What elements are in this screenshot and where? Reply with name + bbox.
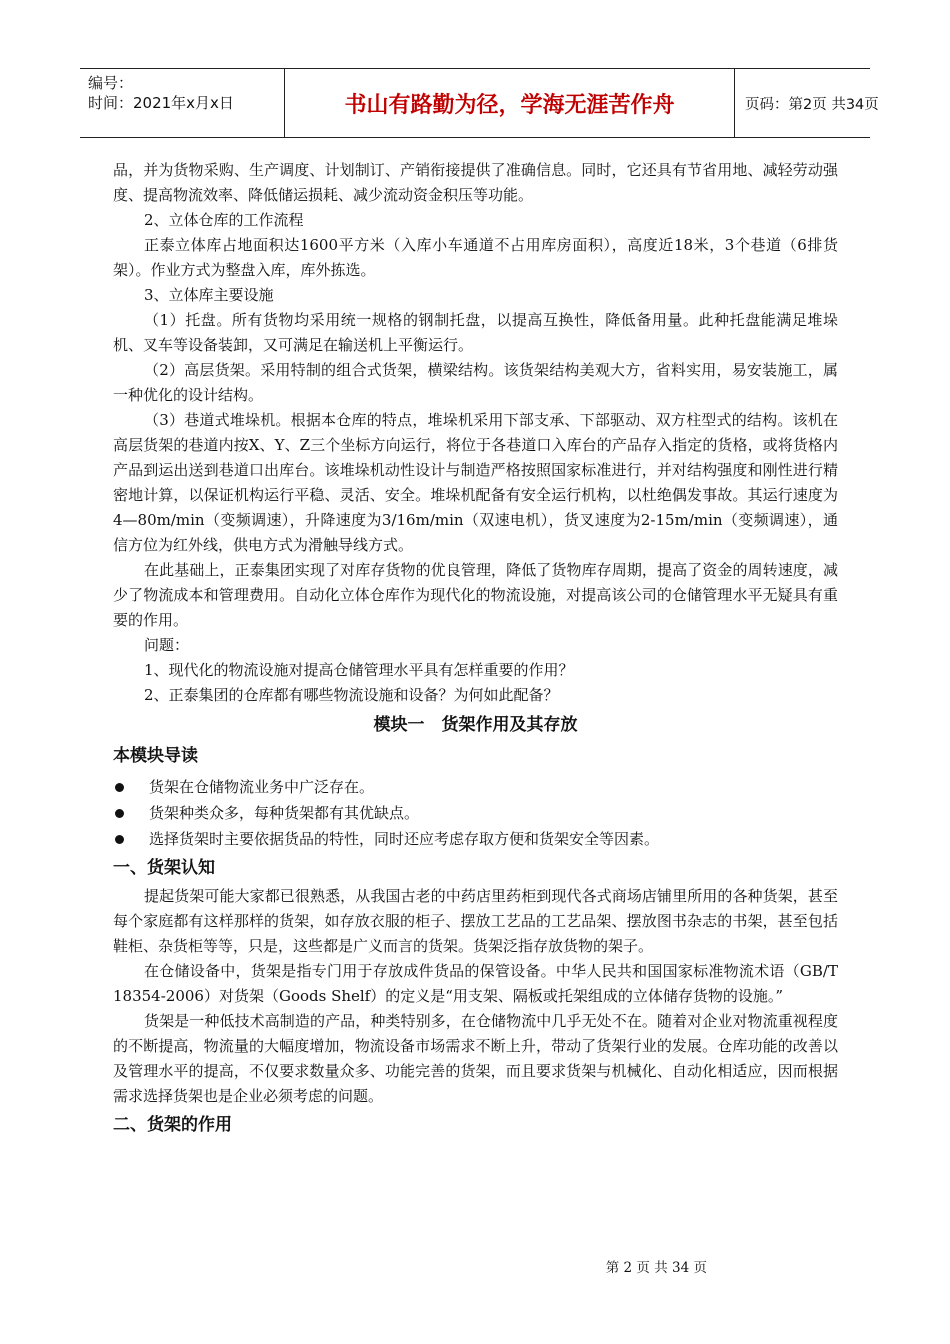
list-item-text: 货架在仓储物流业务中广泛存在。 bbox=[149, 778, 375, 796]
paragraph: （3）巷道式堆垛机。根据本仓库的特点，堆垛机采用下部支承、下部驱动、双方柱型式的结构。该机在高层货架的巷道内按X、Y、Z三个坐标方向运行，将位于各巷道口入库台的产品存入指定的货格，或将货格内产品到运出送到巷道口出库台。该堆垛机动性设计与制造严格按照国家标准进行，并对结构强度和刚性进行精密地计算，以保证机构运行平稳、灵活、安全。堆垛机配备有安全运行机构，以杜绝偶发事故。其运行速度为4—80m/min（变频调速），升降速度为3/16m/min（双速电机），货叉速度为2-15m/min（变频调速），通信方位为红外线，供电方式为滑触导线方式。 bbox=[113, 411, 838, 554]
paragraph: 品，并为货物采购、生产调度、计划制订、产销衔接提供了准确信息。同时，它还具有节省用地、减轻劳动强度、提高物流效率、降低储运损耗、减少流动资金积压等功能。 bbox=[113, 161, 838, 204]
question-label: 问题： bbox=[144, 636, 190, 654]
document-body bbox=[113, 158, 838, 1141]
header-motto: 书山有路勤为径，学海无涯苦作舟 bbox=[285, 69, 735, 137]
section-heading-2: 二、货架的作用 bbox=[113, 1115, 232, 1135]
guide-bullet-list bbox=[113, 774, 838, 852]
document-number-label: 编号： bbox=[88, 74, 134, 92]
paragraph: （2）高层货架。采用特制的组合式货架，横梁结构。该货架结构美观大方，省料实用，易安装施工，属一种优化的设计结构。 bbox=[113, 361, 838, 404]
subheading: 3、立体库主要设施 bbox=[144, 286, 274, 304]
question-item: 1、现代化的物流设施对提高仓储管理水平具有怎样重要的作用？ bbox=[144, 661, 574, 679]
list-item bbox=[113, 826, 838, 852]
paragraph: 提起货架可能大家都已很熟悉，从我国古老的中药店里药柜到现代各式商场店铺里所用的各种货架，甚至每个家庭都有这样那样的货架，如存放衣服的柜子、摆放工艺品的工艺品架、摆放图书杂志的书架，甚至包括鞋柜、杂货柜等等，只是，这些都是广义而言的货架。货架泛指存放货物的架子。 bbox=[113, 887, 838, 955]
paragraph: 在此基础上，正泰集团实现了对库存货物的优良管理，降低了货物库存周期，提高了资金的周转速度，减少了物流成本和管理费用。自动化立体仓库作为现代化的物流设施，对提高该公司的仓储管理水平无疑具有重要的作用。 bbox=[113, 561, 838, 629]
header-meta bbox=[80, 69, 285, 137]
guide-heading: 本模块导读 bbox=[113, 746, 198, 766]
document-date: 时间：2021年x月x日 bbox=[88, 94, 234, 112]
question-item: 2、正泰集团的仓库都有哪些物流设施和设备？为何如此配备？ bbox=[144, 686, 559, 704]
page-header bbox=[80, 68, 879, 138]
list-item-text: 货架种类众多，每种货架都有其优缺点。 bbox=[149, 804, 420, 822]
subheading: 2、立体仓库的工作流程 bbox=[144, 211, 304, 229]
module-title: 模块一 货架作用及其存放 bbox=[373, 715, 578, 735]
paragraph: （1）托盘。所有货物均采用统一规格的钢制托盘，以提高互换性，降低备用量。此种托盘能满足堆垛机、叉车等设备装卸，又可满足在输送机上平衡运行。 bbox=[113, 311, 838, 354]
list-item bbox=[113, 800, 838, 826]
list-item-text: 选择货架时主要依据货品的特性，同时还应考虑存取方便和货架安全等因素。 bbox=[149, 830, 660, 848]
bullet-icon bbox=[115, 835, 124, 844]
section-heading-1: 一、货架认知 bbox=[113, 858, 215, 878]
bullet-icon bbox=[115, 783, 124, 792]
header-page-info: 页码：第2页 共34页 bbox=[745, 96, 879, 113]
paragraph: 在仓储设备中，货架是指专门用于存放成件货品的保管设备。中华人民共和国国家标准物流术语（GB/T 18354-2006）对货架（Goods Shelf）的定义是“用支架、隔板或托架组成的立体储存货物的设施。” bbox=[113, 962, 838, 1005]
paragraph: 货架是一种低技术高制造的产品，种类特别多，在仓储物流中几乎无处不在。随着对企业对物流重视程度的不断提高，物流量的大幅度增加，物流设备市场需求不断上升，带动了货架行业的发展。仓库功能的改善以及管理水平的提高，不仅要求数量众多、功能完善的货架，而且要求货架与机械化、自动化相适应，因而根据需求选择货架也是企业必须考虑的问题。 bbox=[113, 1012, 838, 1105]
footer-page-number: 第 2 页 共 34 页 bbox=[605, 1260, 707, 1276]
list-item bbox=[113, 774, 838, 800]
paragraph: 正泰立体库占地面积达1600平方米（入库小车通道不占用库房面积），高度近18米，3个巷道（6排货架）。作业方式为整盘入库，库外拣选。 bbox=[113, 236, 838, 279]
page-footer bbox=[0, 1256, 950, 1276]
bullet-icon bbox=[115, 809, 124, 818]
